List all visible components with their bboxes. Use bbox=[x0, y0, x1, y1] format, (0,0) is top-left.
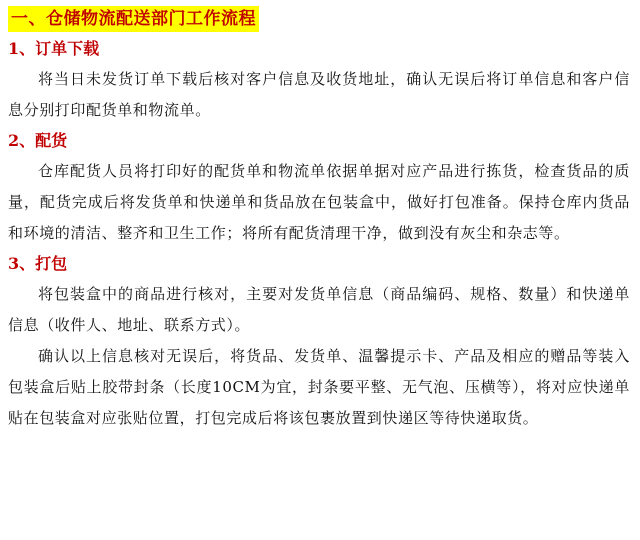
section-heading: 2、配货 bbox=[8, 131, 68, 150]
paragraph: 确认以上信息核对无误后，将货品、发货单、温馨提示卡、产品及相应的赠品等装入包装盒后贴上胶带封条（长度10CM为宜，封条要平整、无气泡、压横等），将对应快递单贴在包装盒对应张贴位置，打包完成后将该包裹放置到快递区等待快递取货。 bbox=[8, 347, 630, 427]
section-heading: 3、打包 bbox=[8, 254, 68, 273]
paragraph: 将当日未发货订单下载后核对客户信息及收货地址，确认无误后将订单信息和客户信息分别打印配货单和物流单。 bbox=[8, 70, 630, 119]
paragraph: 将包装盒中的商品进行核对，主要对发货单信息（商品编码、规格、数量）和快递单信息（收件人、地址、联系方式）。 bbox=[8, 285, 630, 334]
title-row bbox=[8, 4, 630, 34]
section-packing bbox=[8, 249, 630, 434]
paragraph: 仓库配货人员将打印好的配货单和物流单依据单据对应产品进行拣货，检查货品的质量，配货完成后将发货单和快递单和货品放在包装盒中，做好打包准备。保持仓库内货品和环境的清洁、整齐和卫生工作；将所有配货清理干净，做到没有灰尘和杂志等。 bbox=[8, 162, 630, 242]
section-picking bbox=[8, 126, 630, 249]
section-order-download bbox=[8, 34, 630, 126]
section-heading: 1、订单下载 bbox=[8, 39, 100, 58]
document-title: 一、仓储物流配送部门工作流程 bbox=[8, 6, 259, 32]
